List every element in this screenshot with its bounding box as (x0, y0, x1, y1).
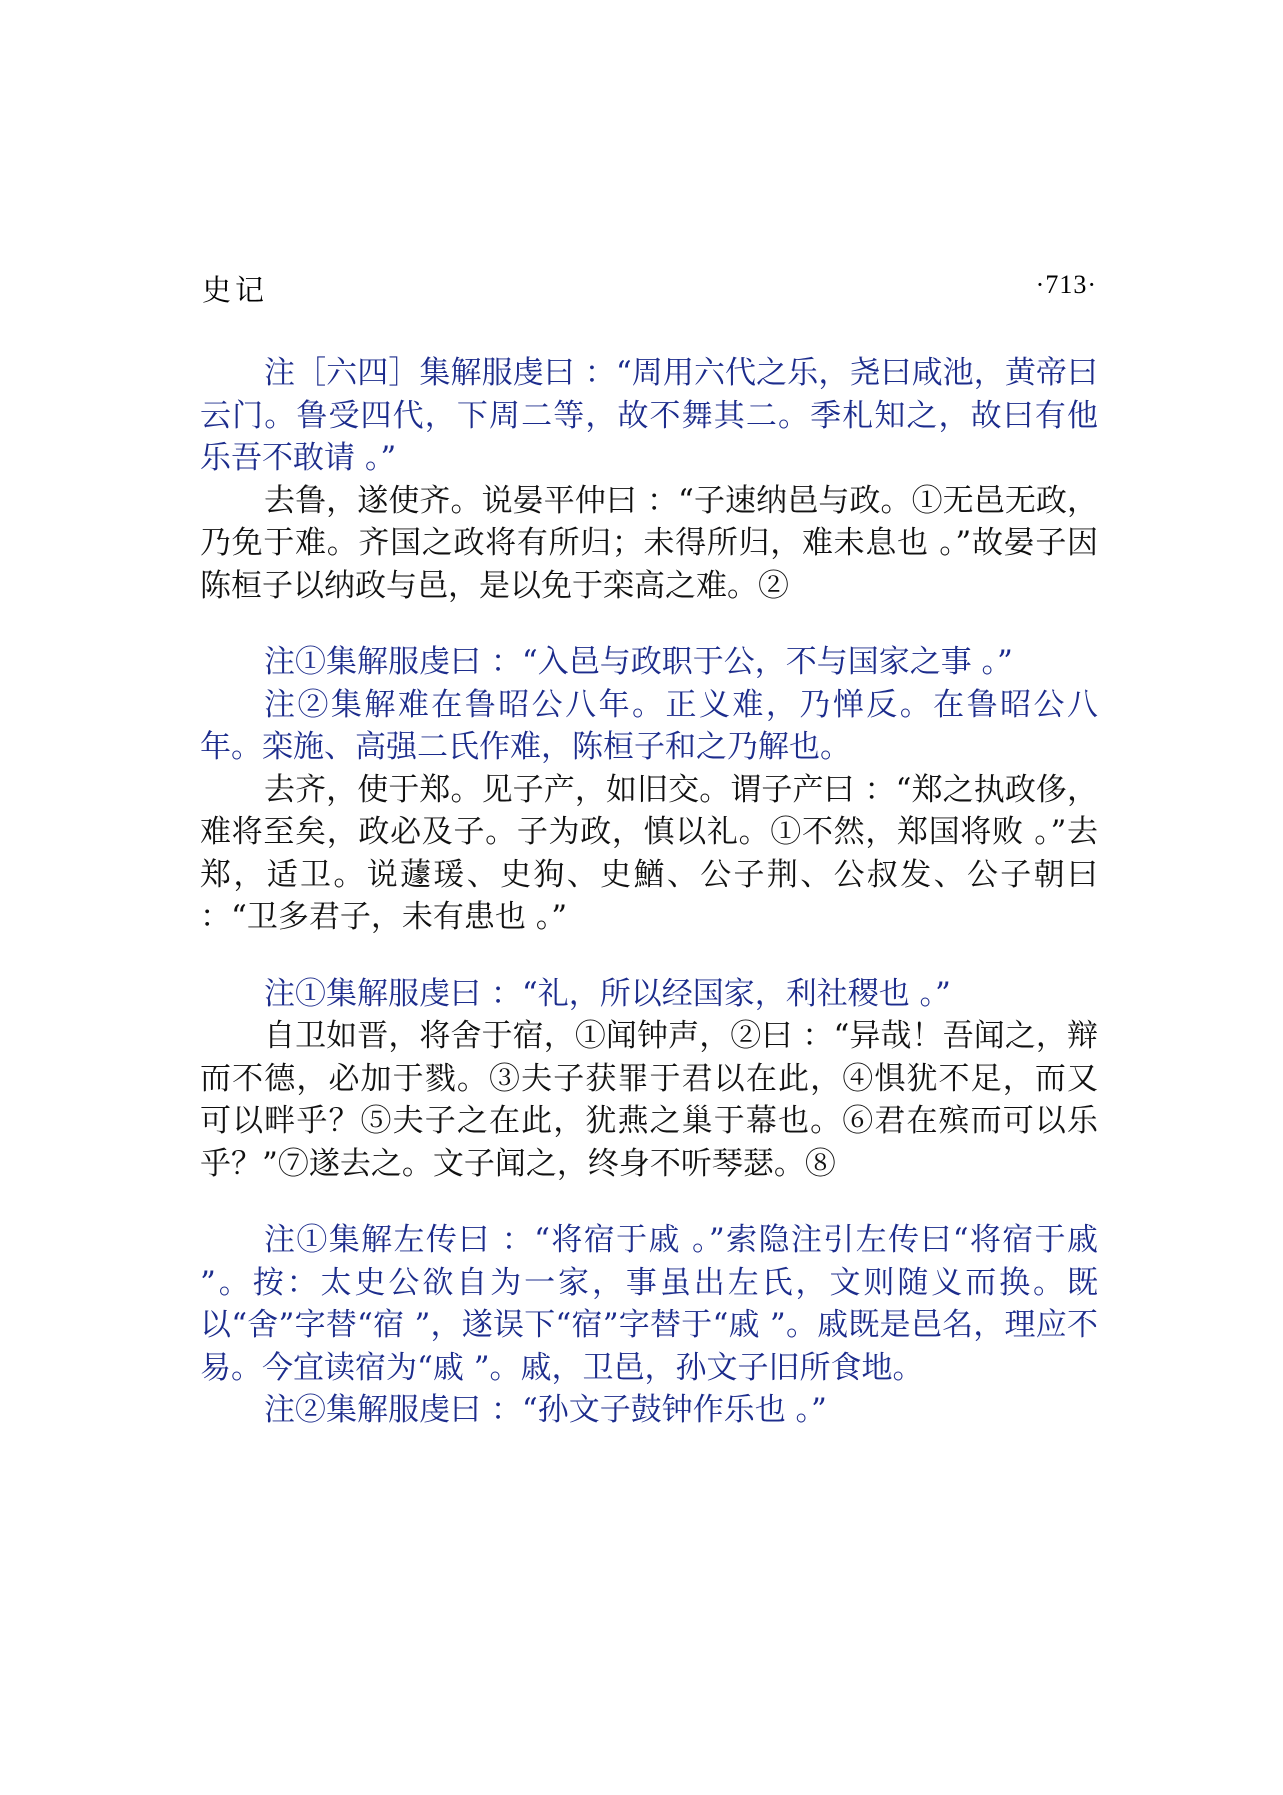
running-header (202, 268, 1097, 308)
annotation-paragraph: 注②集解服虔曰 ：“孙文子鼓钟作乐也 。” (264, 1392, 827, 1428)
annotation-paragraph: 注①集解左传曰 ：“将宿于戚 。”索隐注引左传曰“将宿于戚 ”。按：太史公欲自为一家，事虽出左氏，文则随义而换。既以“舍”字替“宿 ”，遂误下“宿”字替于“戚 ”。戚既是邑名，理应不易。今宜读宿为“戚 ”。戚，卫邑，孙文子旧所食地。 (200, 1222, 1098, 1386)
paragraph-gap (200, 1185, 1098, 1219)
body-paragraph: 自卫如晋，将舍于宿，①闻钟声，②曰 ：“异哉！吾闻之，辩而不德，必加于戮。③夫子获罪于君以在此，④惧犹不足，而又可以畔乎？⑤夫子之在此，犹燕之巢于幕也。⑥君在殡而可以乐乎？”⑦遂去之。文子闻之，终身不听琴瑟。⑧ (200, 1018, 1098, 1182)
annotation-paragraph: 注①集解服虔曰 ：“入邑与政职于公，不与国家之事 。” (264, 644, 1013, 680)
page-number: ·713· (1035, 270, 1097, 299)
annotation-paragraph: 注②集解难在鲁昭公八年。正义难，乃惮反。在鲁昭公八年。栾施、高强二氏作难，陈桓子和之乃解也。 (200, 686, 1098, 765)
paragraph-gap (200, 607, 1098, 641)
annotation-paragraph: 注［六四］集解服虔曰 ：“周用六代之乐，尧曰咸池，黄帝曰云门。鲁受四代，下周二等，故不舞其二。季札知之，故曰有他乐吾不敢请 。” (200, 355, 1098, 476)
paragraph-gap (200, 939, 1098, 973)
page-body (200, 352, 1098, 1432)
body-paragraph: 去齐，使于郑。见子产，如旧交。谓子产曰 ：“郑之执政侈，难将至矣，政必及子。子为政，慎以礼。①不然，郑国将败 。”去郑，适卫。说蘧瑗、史狗、史鰌、公子荆、公叔发、公子朝曰 ：“卫多君子，未有患也 。” (200, 771, 1098, 935)
body-paragraph: 去鲁，遂使齐。说晏平仲曰 ：“子速纳邑与政。①无邑无政，乃免于难。齐国之政将有所归；未得所归，难未息也 。”故晏子因陈桓子以纳政与邑，是以免于栾高之难。② (200, 482, 1098, 604)
annotation-paragraph: 注①集解服虔曰 ：“礼，所以经国家，利社稷也 。” (264, 975, 951, 1012)
book-title: 史记 (202, 273, 269, 307)
